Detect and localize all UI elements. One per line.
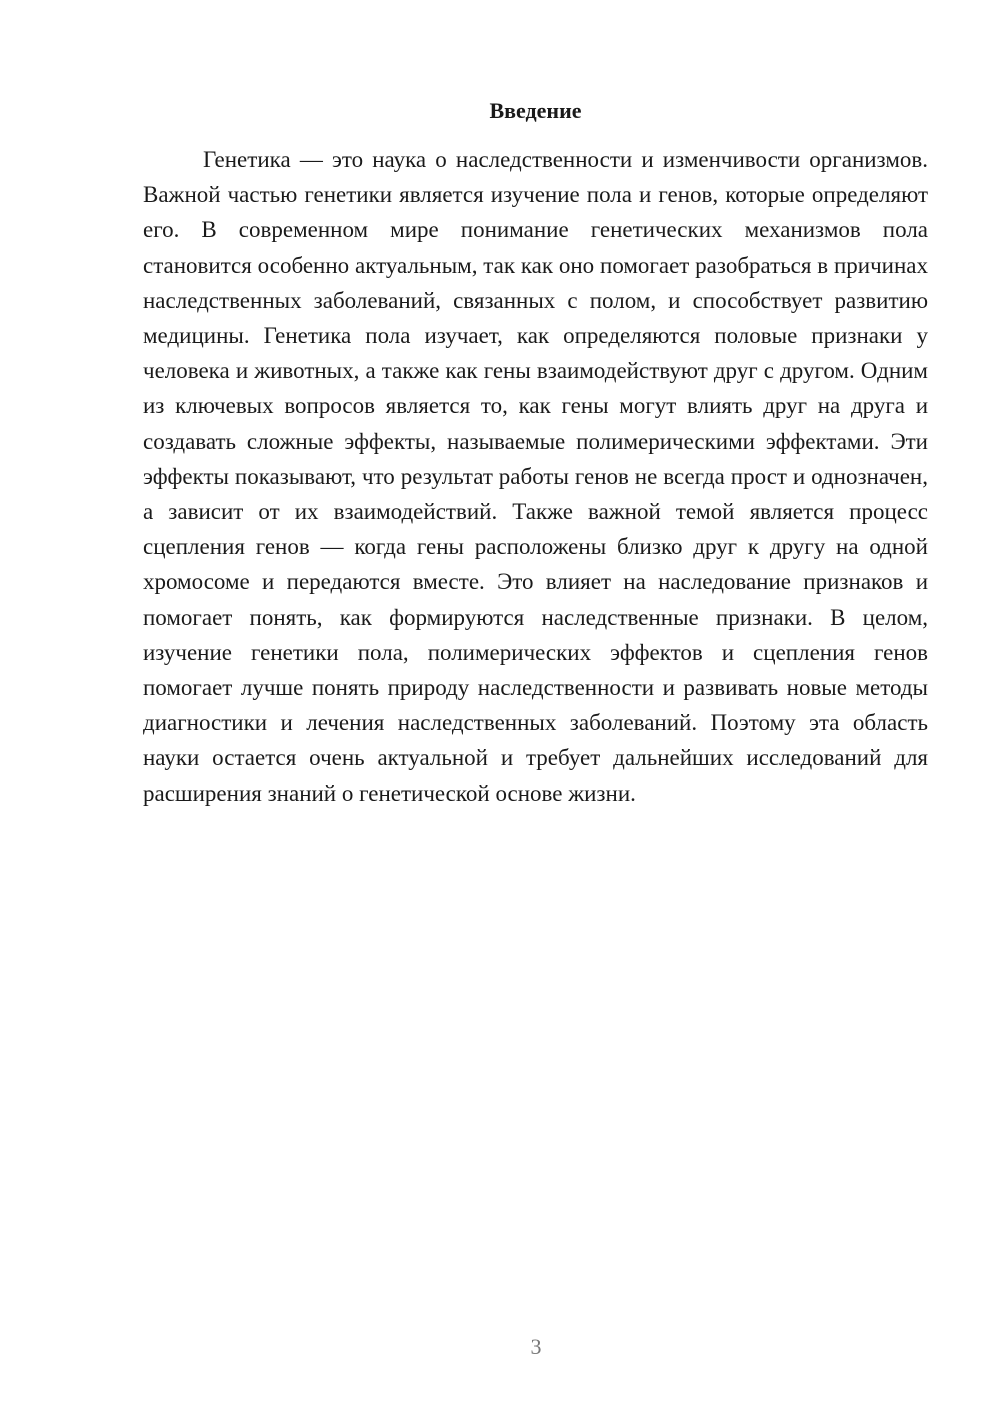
section-heading: Введение <box>489 98 582 123</box>
page-number: 3 <box>530 1334 542 1359</box>
introduction-paragraph: Генетика — это наука о наследственности и изменчивости организмов. Важной частью генетики является изучение пола и генов, которые определяют его. В современном мире понимание генетических механизмов пола становится особенно актуальным, так как оно помогает разобраться в причинах наследственных заболеваний, связанных с полом, и способствует развитию медицины. Генетика пола изучает, как определяются половые признаки у человека и животных, а также как гены взаимодействуют друг с другом. Одним из ключевых вопросов является то, как гены могут влиять друг на друга и создавать сложные эффекты, называемые полимерическими эффектами. Эти эффекты показывают, что результат работы генов не всегда прост и однозначен, а зависит от их взаимодействий. Также важной темой является процесс сцепления генов — когда гены расположены близко друг к другу на одной хромосоме и передаются вместе. Это влияет на наследование признаков и помогает понять, как формируются наследственные признаки. В целом, изучение генетики пола, полимерических эффектов и сцепления генов помогает лучше понять природу наследственности и развивать новые методы диагностики и лечения наследственных заболеваний. Поэтому эта область науки остается очень актуальной и требует дальнейших исследований для расширения знаний о генетической основе жизни. <box>143 147 928 806</box>
